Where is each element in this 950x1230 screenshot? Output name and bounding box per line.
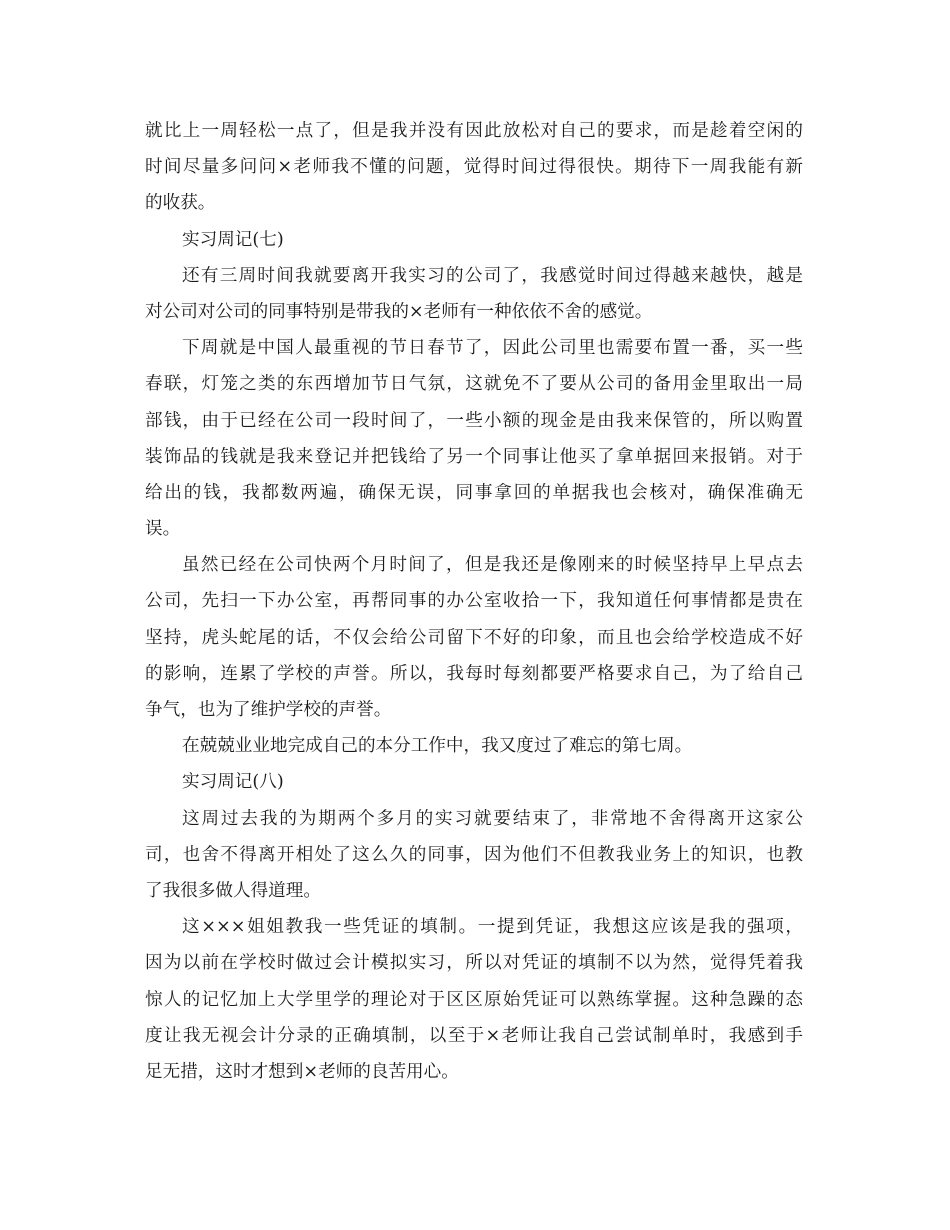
text-line: 司，也舍不得离开相处了这么久的同事，因为他们不但教我业务上的知识，也教: [145, 844, 803, 865]
text-line: 这×××姐姐教我一些凭证的填制。一提到凭证，我想这应该是我的强项，: [182, 917, 803, 938]
text-line: 的影响，连累了学校的声誉。所以，我每时每刻都要严格要求自己，为了给自己: [145, 663, 803, 684]
document-body: [145, 113, 803, 1090]
text-line: 足无措，这时才想到×老师的良苦用心。: [145, 1061, 459, 1082]
text-line: 就比上一周轻松一点了，但是我并没有因此放松对自己的要求，而是趁着空闲的: [145, 121, 803, 141]
text-line: 度让我无视会计分录的正确填制，以至于×老师让我自己尝试制单时，我感到手: [145, 1025, 803, 1046]
text-line: 的收获。: [145, 193, 216, 214]
text-line: 坚持，虎头蛇尾的话，不仅会给公司留下不好的印象，而且也会给学校造成不好: [145, 627, 803, 648]
text-line: 了我很多做人得道理。: [145, 880, 321, 901]
text-line: 实习周记(八): [182, 772, 284, 793]
text-line: 春联，灯笼之类的东西增加节日气氛，这就免不了要从公司的备用金里取出一局: [145, 374, 803, 395]
text-line: 误。: [145, 519, 181, 540]
text-line: 这周过去我的为期两个多月的实习就要结束了，非常地不舍得离开这家公: [182, 808, 803, 829]
text-line: 装饰品的钱就是我来登记并把钱给了另一个同事让他买了拿单据回来报销。对于: [145, 446, 803, 467]
text-line: 给出的钱，我都数两遍，确保无误，同事拿回的单据我也会核对，确保准确无: [145, 482, 803, 503]
text-line: 公司，先扫一下办公室，再帮同事的办公室收拾一下，我知道任何事情都是贵在: [145, 591, 803, 612]
text-line: 时间尽量多问问×老师我不懂的问题，觉得时间过得很快。期待下一周我能有新: [145, 157, 803, 178]
text-line: 还有三周时间我就要离开我实习的公司了，我感觉时间过得越来越快，越是: [182, 265, 803, 286]
text-line: 对公司对公司的同事特别是带我的×老师有一种依依不舍的感觉。: [145, 301, 653, 322]
text-line: 部钱，由于已经在公司一段时间了，一些小额的现金是由我来保管的，所以购置: [145, 410, 803, 431]
text-line: 实习周记(七): [182, 229, 284, 250]
text-line: 在兢兢业业地完成自己的本分工作中，我又度过了难忘的第七周。: [182, 736, 693, 757]
text-line: 惊人的记忆加上大学里学的理论对于区区原始凭证可以熟练掌握。这种急躁的态: [145, 989, 803, 1010]
text-line: 因为以前在学校时做过会计模拟实习，所以对凭证的填制不以为然，觉得凭着我: [145, 953, 803, 974]
text-line: 下周就是中国人最重视的节日春节了，因此公司里也需要布置一番，买一些: [182, 338, 803, 359]
text-line: 争气，也为了维护学校的声誉。: [145, 700, 392, 720]
text-line: 虽然已经在公司快两个月时间了，但是我还是像刚来的时候坚持早上早点去: [182, 555, 803, 576]
